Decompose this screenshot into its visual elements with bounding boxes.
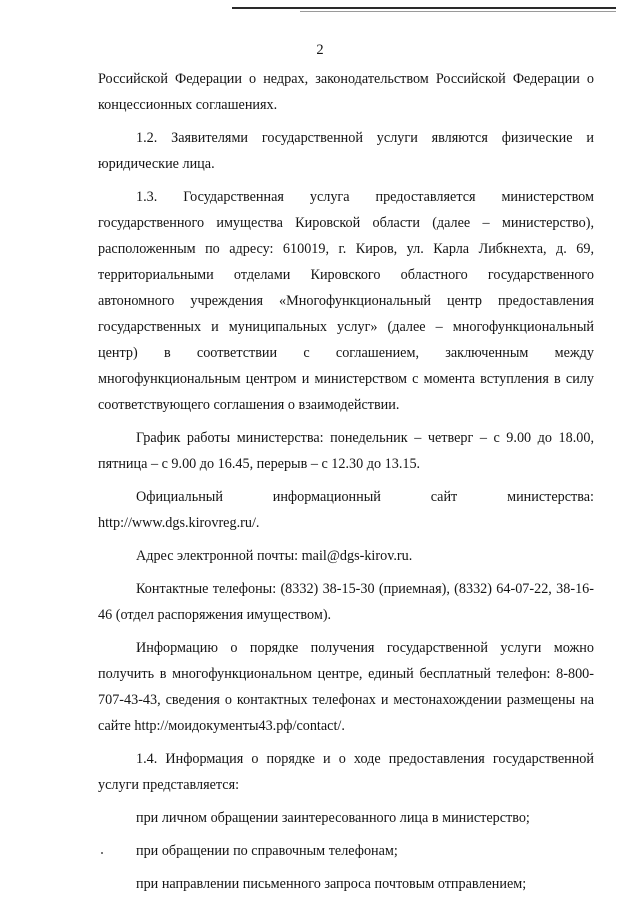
paragraph-continuation: Российской Федерации о недрах, законодательством Российской Федерации о концессионных соглашениях. [98,71,594,113]
paragraph-1-4-info-provision: 1.4. Информация о порядке и о ходе предоставления государственной услуги представляется: [98,751,594,793]
paragraph-work-schedule: График работы министерства: понедельник – четверг – с 9.00 до 18.00, пятница – с 9.00 до 16.45, перерыв – с 12.30 до 13.15. [98,430,594,472]
paragraph-contact-phones: Контактные телефоны: (8332) 38-15-30 (приемная), (8332) 64-07-22, 38-16-46 (отдел распоряжения имуществом). [98,581,594,623]
page-number: 2 [316,42,324,58]
list-item-written-request: при направлении письменного запроса почтовым отправлением; [136,876,527,892]
paragraph-1-3-service-provider: 1.3. Государственная услуга предоставляется министерством государственного имущества Кировской области (далее – министерство), расположенным по адресу: 610019, г. Киров, ул. Карла Либкнехта, д. 69, территориальными отделами Кировского областного государственного автономного учреждения «Многофункциональный центр предоставления государственных и муниципальных услуг» (далее – многофункциональный центр) в соответствии с соглашением, заключенным между многофункциональным центром и министерством с момента вступления в силу соответствующего соглашения о взаимодействии. [98,189,594,413]
paragraph-mfc-info: Информацию о порядке получения государственной услуги можно получить в многофункциональном центре, единый бесплатный телефон: 8-800-707-43-43, сведения о контактных телефонах и местонахождении размещены на сайте http://моидокументы43.рф/contact/. [98,640,594,734]
list-item-phone-inquiry: при обращении по справочным телефонам; [136,843,398,859]
paragraph-official-site: Официальный информационный сайт министерства: http://www.dgs.kirovreg.ru/. [98,489,594,531]
list-item-personal-visit: при личном обращении заинтересованного лица в министерство; [136,810,530,826]
header-rule [232,7,616,9]
scan-speck [101,852,103,854]
paragraph-1-2-applicants: 1.2. Заявителями государственной услуги являются физические и юридические лица. [98,130,594,172]
paragraph-email: Адрес электронной почты: mail@dgs-kirov.ru. [136,548,413,564]
document-body [98,66,594,904]
header-rule-thin [300,11,616,12]
